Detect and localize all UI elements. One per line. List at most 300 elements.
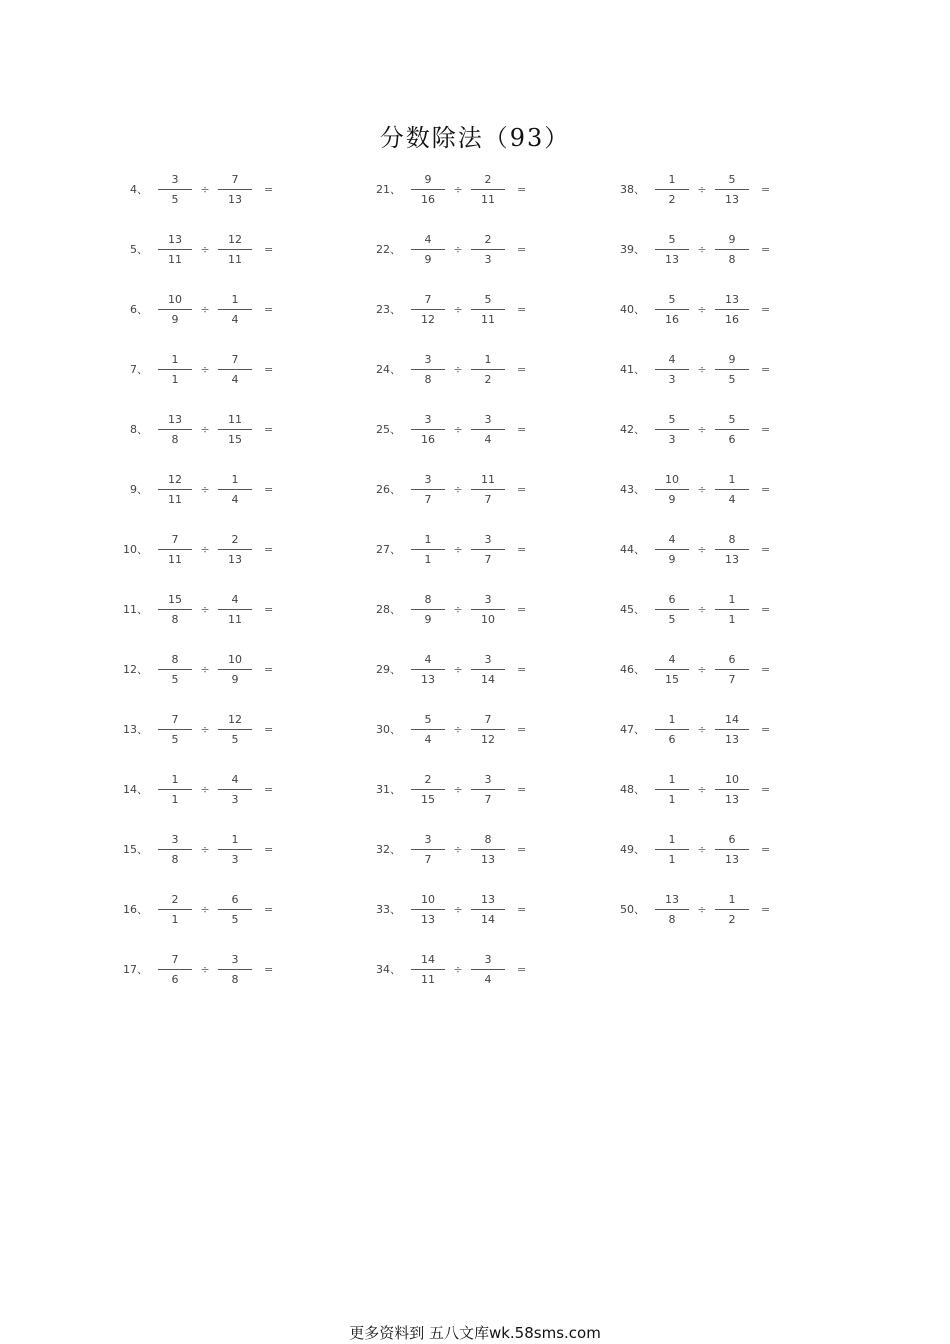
denominator: 13	[421, 672, 435, 686]
divisor-fraction	[471, 592, 505, 627]
divisor-fraction	[471, 772, 505, 807]
equals-sign: =	[761, 902, 771, 916]
problem-row	[118, 349, 273, 389]
denominator: 13	[665, 252, 679, 266]
dividend-fraction	[158, 712, 192, 747]
numerator: 8	[484, 832, 492, 846]
fraction-bar	[655, 549, 689, 550]
dividend-fraction	[655, 172, 689, 207]
problem-number: 43、	[620, 483, 645, 496]
problem-number: 48、	[620, 783, 645, 796]
denominator: 1	[171, 792, 179, 806]
numerator: 8	[171, 652, 179, 666]
numerator: 1	[231, 292, 239, 306]
denominator: 2	[728, 912, 736, 926]
equals-sign: =	[517, 182, 527, 196]
denominator: 8	[668, 912, 676, 926]
fraction-bar	[471, 189, 505, 190]
denominator: 1	[668, 852, 676, 866]
numerator: 6	[231, 892, 239, 906]
divisor-fraction	[715, 652, 749, 687]
fraction-bar	[411, 609, 445, 610]
problem-row	[615, 169, 770, 209]
problem-row	[118, 589, 273, 629]
equals-sign: =	[761, 542, 771, 556]
divide-sign: ÷	[453, 902, 463, 916]
problem-number: 33、	[376, 903, 401, 916]
problem-row	[371, 529, 526, 569]
problem-row	[371, 889, 526, 929]
numerator: 3	[484, 592, 492, 606]
dividend-fraction	[158, 472, 192, 507]
numerator: 13	[481, 892, 495, 906]
fraction-bar	[655, 489, 689, 490]
dividend-fraction	[411, 892, 445, 927]
numerator: 3	[171, 172, 179, 186]
dividend-fraction	[158, 952, 192, 987]
numerator: 4	[668, 352, 676, 366]
problem-number: 4、	[130, 183, 148, 196]
equals-sign: =	[264, 782, 274, 796]
denominator: 3	[668, 372, 676, 386]
numerator: 5	[668, 292, 676, 306]
equals-sign: =	[264, 242, 274, 256]
problem-number: 6、	[130, 303, 148, 316]
problem-row	[615, 529, 770, 569]
fraction-bar	[411, 249, 445, 250]
equals-sign: =	[517, 962, 527, 976]
fraction-bar	[218, 669, 252, 670]
denominator: 5	[171, 672, 179, 686]
denominator: 8	[171, 432, 179, 446]
problem-number: 22、	[376, 243, 401, 256]
problem-row	[118, 169, 273, 209]
problem-number: 29、	[376, 663, 401, 676]
fraction-bar	[411, 669, 445, 670]
denominator: 11	[481, 192, 495, 206]
problem-row	[615, 229, 770, 269]
numerator: 7	[424, 292, 432, 306]
divide-sign: ÷	[200, 902, 210, 916]
equals-sign: =	[761, 182, 771, 196]
denominator: 1	[668, 792, 676, 806]
divide-sign: ÷	[200, 242, 210, 256]
divisor-fraction	[218, 832, 252, 867]
divide-sign: ÷	[453, 242, 463, 256]
divide-sign: ÷	[453, 662, 463, 676]
denominator: 5	[171, 192, 179, 206]
denominator: 15	[421, 792, 435, 806]
dividend-fraction	[411, 772, 445, 807]
denominator: 9	[668, 492, 676, 506]
fraction-bar	[715, 309, 749, 310]
fraction-bar	[715, 549, 749, 550]
denominator: 7	[424, 852, 432, 866]
numerator: 3	[171, 832, 179, 846]
problem-row	[615, 649, 770, 689]
fraction-bar	[471, 669, 505, 670]
numerator: 1	[171, 772, 179, 786]
dividend-fraction	[655, 532, 689, 567]
fraction-bar	[471, 429, 505, 430]
equals-sign: =	[761, 362, 771, 376]
fraction-bar	[655, 429, 689, 430]
fraction-bar	[471, 249, 505, 250]
dividend-fraction	[158, 172, 192, 207]
numerator: 5	[484, 292, 492, 306]
divisor-fraction	[471, 832, 505, 867]
denominator: 13	[725, 192, 739, 206]
numerator: 15	[168, 592, 182, 606]
denominator: 5	[668, 612, 676, 626]
problem-number: 40、	[620, 303, 645, 316]
fraction-bar	[715, 849, 749, 850]
equals-sign: =	[761, 782, 771, 796]
denominator: 1	[424, 552, 432, 566]
divisor-fraction	[218, 232, 252, 267]
denominator: 5	[231, 732, 239, 746]
fraction-bar	[218, 729, 252, 730]
equals-sign: =	[517, 842, 527, 856]
fraction-bar	[218, 849, 252, 850]
problem-row	[371, 649, 526, 689]
numerator: 13	[168, 232, 182, 246]
problem-number: 41、	[620, 363, 645, 376]
divide-sign: ÷	[697, 362, 707, 376]
fraction-bar	[218, 789, 252, 790]
divisor-fraction	[471, 892, 505, 927]
fraction-bar	[158, 489, 192, 490]
dividend-fraction	[158, 652, 192, 687]
problem-number: 8、	[130, 423, 148, 436]
problem-row	[118, 529, 273, 569]
divisor-fraction	[218, 712, 252, 747]
problem-row	[615, 349, 770, 389]
denominator: 10	[481, 612, 495, 626]
fraction-bar	[218, 609, 252, 610]
numerator: 6	[668, 592, 676, 606]
denominator: 9	[668, 552, 676, 566]
equals-sign: =	[761, 482, 771, 496]
divisor-fraction	[471, 292, 505, 327]
equals-sign: =	[264, 362, 274, 376]
numerator: 3	[424, 352, 432, 366]
divide-sign: ÷	[697, 542, 707, 556]
numerator: 3	[484, 652, 492, 666]
divide-sign: ÷	[697, 602, 707, 616]
numerator: 10	[421, 892, 435, 906]
denominator: 5	[231, 912, 239, 926]
dividend-fraction	[411, 472, 445, 507]
fraction-bar	[158, 729, 192, 730]
dividend-fraction	[411, 592, 445, 627]
fraction-bar	[715, 789, 749, 790]
numerator: 8	[728, 532, 736, 546]
dividend-fraction	[411, 292, 445, 327]
divide-sign: ÷	[453, 482, 463, 496]
denominator: 8	[171, 852, 179, 866]
divisor-fraction	[218, 172, 252, 207]
fraction-bar	[218, 969, 252, 970]
divide-sign: ÷	[453, 842, 463, 856]
problem-row	[118, 229, 273, 269]
fraction-bar	[655, 669, 689, 670]
dividend-fraction	[655, 832, 689, 867]
fraction-bar	[471, 549, 505, 550]
divide-sign: ÷	[453, 422, 463, 436]
problem-row	[118, 889, 273, 929]
dividend-fraction	[411, 952, 445, 987]
problem-row	[371, 589, 526, 629]
fraction-bar	[158, 249, 192, 250]
fraction-bar	[218, 429, 252, 430]
denominator: 4	[728, 492, 736, 506]
fraction-bar	[655, 609, 689, 610]
denominator: 8	[231, 972, 239, 986]
numerator: 4	[668, 652, 676, 666]
problem-row	[371, 469, 526, 509]
divisor-fraction	[218, 532, 252, 567]
divide-sign: ÷	[697, 182, 707, 196]
divisor-fraction	[715, 292, 749, 327]
numerator: 2	[171, 892, 179, 906]
denominator: 13	[421, 912, 435, 926]
fraction-bar	[411, 909, 445, 910]
problem-row	[371, 949, 526, 989]
numerator: 3	[424, 832, 432, 846]
divisor-fraction	[715, 772, 749, 807]
denominator: 8	[728, 252, 736, 266]
denominator: 7	[484, 792, 492, 806]
numerator: 12	[168, 472, 182, 486]
numerator: 2	[424, 772, 432, 786]
numerator: 1	[171, 352, 179, 366]
denominator: 11	[168, 492, 182, 506]
fraction-bar	[471, 729, 505, 730]
equals-sign: =	[517, 302, 527, 316]
fraction-bar	[655, 369, 689, 370]
numerator: 4	[424, 232, 432, 246]
problem-number: 12、	[123, 663, 148, 676]
denominator: 13	[725, 552, 739, 566]
denominator: 4	[484, 972, 492, 986]
fraction-bar	[655, 909, 689, 910]
divide-sign: ÷	[453, 722, 463, 736]
numerator: 2	[484, 232, 492, 246]
problem-number: 46、	[620, 663, 645, 676]
denominator: 9	[424, 252, 432, 266]
divide-sign: ÷	[697, 782, 707, 796]
numerator: 3	[424, 472, 432, 486]
divide-sign: ÷	[200, 722, 210, 736]
fraction-bar	[655, 189, 689, 190]
denominator: 11	[228, 612, 242, 626]
problem-number: 45、	[620, 603, 645, 616]
equals-sign: =	[264, 542, 274, 556]
denominator: 7	[484, 492, 492, 506]
numerator: 7	[231, 352, 239, 366]
fraction-bar	[411, 189, 445, 190]
fraction-bar	[471, 789, 505, 790]
problem-number: 25、	[376, 423, 401, 436]
denominator: 4	[231, 372, 239, 386]
fraction-bar	[715, 909, 749, 910]
divide-sign: ÷	[200, 182, 210, 196]
problem-row	[118, 949, 273, 989]
divisor-fraction	[218, 412, 252, 447]
problem-number: 34、	[376, 963, 401, 976]
problem-number: 31、	[376, 783, 401, 796]
denominator: 1	[171, 912, 179, 926]
divisor-fraction	[471, 232, 505, 267]
divisor-fraction	[715, 412, 749, 447]
problem-row	[118, 469, 273, 509]
divide-sign: ÷	[200, 362, 210, 376]
fraction-bar	[471, 609, 505, 610]
numerator: 5	[668, 412, 676, 426]
numerator: 9	[728, 232, 736, 246]
denominator: 14	[481, 912, 495, 926]
numerator: 6	[728, 652, 736, 666]
divide-sign: ÷	[200, 482, 210, 496]
dividend-fraction	[411, 172, 445, 207]
problem-row	[118, 289, 273, 329]
divisor-fraction	[218, 892, 252, 927]
numerator: 3	[484, 412, 492, 426]
divisor-fraction	[218, 472, 252, 507]
fraction-bar	[715, 669, 749, 670]
equals-sign: =	[761, 422, 771, 436]
problem-row	[615, 889, 770, 929]
problem-row	[371, 349, 526, 389]
fraction-bar	[158, 609, 192, 610]
divisor-fraction	[218, 652, 252, 687]
fraction-bar	[158, 909, 192, 910]
numerator: 1	[424, 532, 432, 546]
numerator: 7	[171, 712, 179, 726]
dividend-fraction	[655, 292, 689, 327]
denominator: 13	[725, 792, 739, 806]
denominator: 2	[668, 192, 676, 206]
divide-sign: ÷	[200, 542, 210, 556]
denominator: 16	[725, 312, 739, 326]
fraction-bar	[158, 549, 192, 550]
numerator: 10	[228, 652, 242, 666]
numerator: 1	[231, 472, 239, 486]
numerator: 4	[424, 652, 432, 666]
divisor-fraction	[218, 952, 252, 987]
numerator: 1	[668, 712, 676, 726]
numerator: 7	[231, 172, 239, 186]
fraction-bar	[411, 309, 445, 310]
denominator: 15	[228, 432, 242, 446]
problem-row	[118, 649, 273, 689]
denominator: 1	[728, 612, 736, 626]
denominator: 13	[228, 192, 242, 206]
equals-sign: =	[761, 602, 771, 616]
numerator: 1	[728, 892, 736, 906]
denominator: 6	[728, 432, 736, 446]
numerator: 3	[424, 412, 432, 426]
dividend-fraction	[655, 412, 689, 447]
divisor-fraction	[471, 412, 505, 447]
problem-number: 27、	[376, 543, 401, 556]
numerator: 8	[424, 592, 432, 606]
problem-number: 11、	[123, 603, 148, 616]
divisor-fraction	[471, 712, 505, 747]
problem-number: 15、	[123, 843, 148, 856]
denominator: 13	[725, 732, 739, 746]
equals-sign: =	[517, 542, 527, 556]
dividend-fraction	[655, 892, 689, 927]
denominator: 6	[171, 972, 179, 986]
divide-sign: ÷	[453, 542, 463, 556]
problem-number: 23、	[376, 303, 401, 316]
denominator: 3	[484, 252, 492, 266]
denominator: 11	[228, 252, 242, 266]
denominator: 5	[171, 732, 179, 746]
denominator: 7	[484, 552, 492, 566]
problem-row	[118, 409, 273, 449]
dividend-fraction	[411, 712, 445, 747]
numerator: 5	[728, 172, 736, 186]
equals-sign: =	[264, 962, 274, 976]
fraction-bar	[471, 969, 505, 970]
fraction-bar	[471, 849, 505, 850]
divide-sign: ÷	[200, 422, 210, 436]
numerator: 1	[728, 472, 736, 486]
problem-number: 38、	[620, 183, 645, 196]
fraction-bar	[158, 429, 192, 430]
fraction-bar	[158, 309, 192, 310]
problem-row	[371, 169, 526, 209]
equals-sign: =	[264, 602, 274, 616]
divide-sign: ÷	[697, 902, 707, 916]
fraction-bar	[411, 429, 445, 430]
dividend-fraction	[158, 412, 192, 447]
dividend-fraction	[655, 592, 689, 627]
divide-sign: ÷	[697, 302, 707, 316]
dividend-fraction	[158, 772, 192, 807]
numerator: 10	[665, 472, 679, 486]
equals-sign: =	[761, 242, 771, 256]
numerator: 3	[484, 772, 492, 786]
equals-sign: =	[264, 422, 274, 436]
dividend-fraction	[158, 292, 192, 327]
dividend-fraction	[158, 832, 192, 867]
equals-sign: =	[517, 602, 527, 616]
divide-sign: ÷	[453, 182, 463, 196]
problem-row	[615, 289, 770, 329]
numerator: 12	[228, 232, 242, 246]
numerator: 11	[481, 472, 495, 486]
problem-row	[118, 709, 273, 749]
fraction-bar	[158, 669, 192, 670]
numerator: 1	[231, 832, 239, 846]
equals-sign: =	[264, 842, 274, 856]
divisor-fraction	[218, 772, 252, 807]
divide-sign: ÷	[453, 962, 463, 976]
problem-number: 26、	[376, 483, 401, 496]
fraction-bar	[471, 489, 505, 490]
denominator: 15	[665, 672, 679, 686]
equals-sign: =	[264, 722, 274, 736]
problem-row	[615, 829, 770, 869]
problem-number: 9、	[130, 483, 148, 496]
equals-sign: =	[264, 302, 274, 316]
fraction-bar	[411, 789, 445, 790]
equals-sign: =	[264, 902, 274, 916]
